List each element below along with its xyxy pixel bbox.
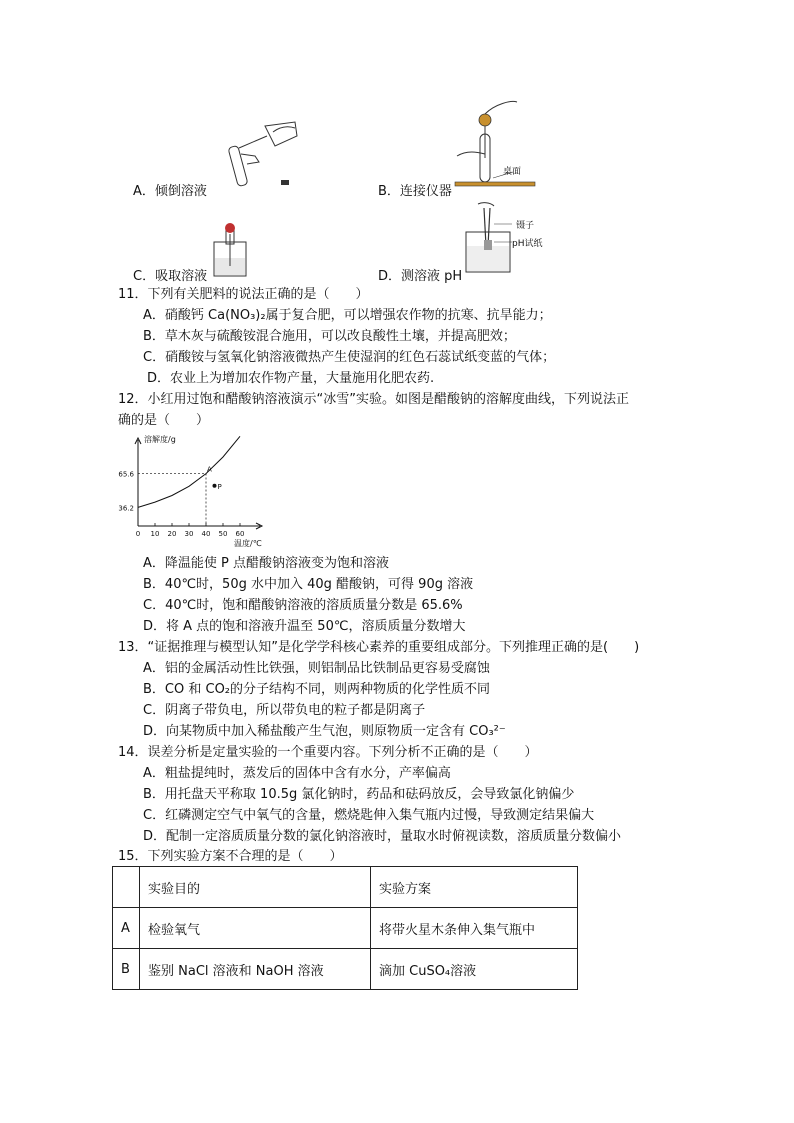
q11-stem: 11．下列有关肥料的说法正确的是（ ） — [118, 287, 369, 302]
q13-option-d: D．向某物质中加入稀盐酸产生气泡，则原物质一定含有 CO₃²⁻ — [143, 724, 506, 739]
q12-option-a: A．降温能使 P 点醋酸钠溶液变为饱和溶液 — [143, 556, 389, 571]
x-tick-label: 0 — [135, 530, 141, 538]
q13-option-a: A．铝的金属活动性比铁强，则铝制品比铁制品更容易受腐蚀 — [143, 661, 490, 676]
measuring-ph-illustration — [460, 202, 520, 274]
table-cell: 滴加 CuSO₄溶液 — [371, 949, 578, 990]
q14-stem: 14．误差分析是定量实验的一个重要内容。下列分析不正确的是（ ） — [118, 745, 538, 760]
q12-stem-line2: 确的是（ ） — [118, 413, 210, 428]
q14-option-b: B．用托盘天平称取 10.5g 氯化钠时，药品和砝码放反，会导致氯化钠偏少 — [143, 787, 575, 802]
q11-option-c: C．硝酸铵与氢氧化钠溶液微热产生使湿润的红色石蕊试纸变蓝的气体； — [143, 350, 556, 365]
table-header-row — [113, 867, 578, 908]
x-tick-label: 20 — [167, 530, 177, 538]
q12-stem-line1: 12．小红用过饱和醋酸钠溶液演示“冰雪”实验。如图是醋酸钠的溶解度曲线，下列说法正 — [118, 392, 630, 407]
connecting-apparatus-illustration — [455, 98, 545, 188]
q12-option-b: B．40℃时，50g 水中加入 40g 醋酸钠，可得 90g 溶液 — [143, 577, 474, 592]
table-header-cell: 实验方案 — [371, 867, 578, 908]
q14-option-a: A．粗盐提纯时，蒸发后的固体中含有水分，产率偏高 — [143, 766, 451, 781]
table-cell: 检验氧气 — [140, 908, 371, 949]
q11-option-d: D．农业上为增加农作物产量，大量施用化肥农药. — [147, 371, 435, 386]
table-cell: B — [113, 949, 140, 990]
table-cell: A — [113, 908, 140, 949]
x-tick-label: 50 — [218, 530, 228, 538]
ph-paper-label: pH试纸 — [512, 239, 543, 249]
table-header-cell: 实验目的 — [140, 867, 371, 908]
solubility-curve — [138, 436, 240, 507]
q10-option-c: C．吸取溶液 — [133, 269, 208, 284]
q13-stem: 13．“证据推理与模型认知”是化学学科核心素养的重要组成部分。下列推理正确的是( ) — [118, 640, 640, 655]
drawing-solution-illustration — [210, 220, 250, 278]
chart-ylabel: 溶解度/g — [144, 435, 176, 444]
table-header-cell — [113, 867, 140, 908]
y-tick-label: 36.2 — [118, 504, 134, 513]
pouring-solution-illustration — [225, 118, 305, 190]
q12-option-c: C．40℃时，饱和醋酸钠溶液的溶质质量分数是 65.6% — [143, 598, 463, 613]
solubility-chart — [110, 430, 270, 552]
q12-option-d: D．将 A 点的饱和溶液升温至 50℃，溶质质量分数增大 — [143, 619, 466, 634]
q10-option-a: A．倾倒溶液 — [133, 184, 207, 199]
q13-option-b: B．CO 和 CO₂的分子结构不同，则两种物质的化学性质不同 — [143, 682, 491, 697]
q10-option-b: B．连接仪器 — [378, 184, 452, 199]
table-cell: 将带火星木条伸入集气瓶中 — [371, 908, 578, 949]
q14-option-d: D．配制一定溶质质量分数的氯化钠溶液时，量取水时俯视读数，溶质质量分数偏小 — [143, 829, 622, 844]
x-tick-label: 10 — [150, 530, 160, 538]
q14-option-c: C．红磷测定空气中氧气的含量，燃烧匙伸入集气瓶内过慢，导致测定结果偏大 — [143, 808, 595, 823]
x-tick-label: 60 — [235, 530, 245, 538]
x-tick-label: 40 — [201, 530, 211, 538]
q10-option-d: D．测溶液 pH — [378, 269, 463, 284]
tweezers-label: 镊子 — [516, 221, 535, 231]
experiment-table — [112, 866, 578, 990]
y-tick-label: 65.6 — [118, 470, 134, 479]
point-p-marker — [213, 484, 217, 488]
point-a-label: A — [207, 465, 212, 474]
q11-option-b: B．草木灰与硫酸铵混合施用，可以改良酸性土壤，并提高肥效； — [143, 329, 516, 344]
point-p-label: P — [217, 482, 222, 491]
q15-stem: 15．下列实验方案不合理的是（ ） — [118, 849, 343, 864]
table-row — [113, 949, 578, 990]
desk-label: 桌面 — [503, 167, 522, 177]
chart-xlabel: 温度/℃ — [234, 539, 262, 548]
x-tick-label: 30 — [184, 530, 194, 538]
table-row — [113, 908, 578, 949]
q11-option-a: A．硝酸钙 Ca(NO₃)₂属于复合肥，可以增强农作物的抗寒、抗旱能力； — [143, 308, 552, 323]
table-cell: 鉴别 NaCl 溶液和 NaOH 溶液 — [140, 949, 371, 990]
q13-option-c: C．阴离子带负电，所以带负电的粒子都是阴离子 — [143, 703, 426, 718]
